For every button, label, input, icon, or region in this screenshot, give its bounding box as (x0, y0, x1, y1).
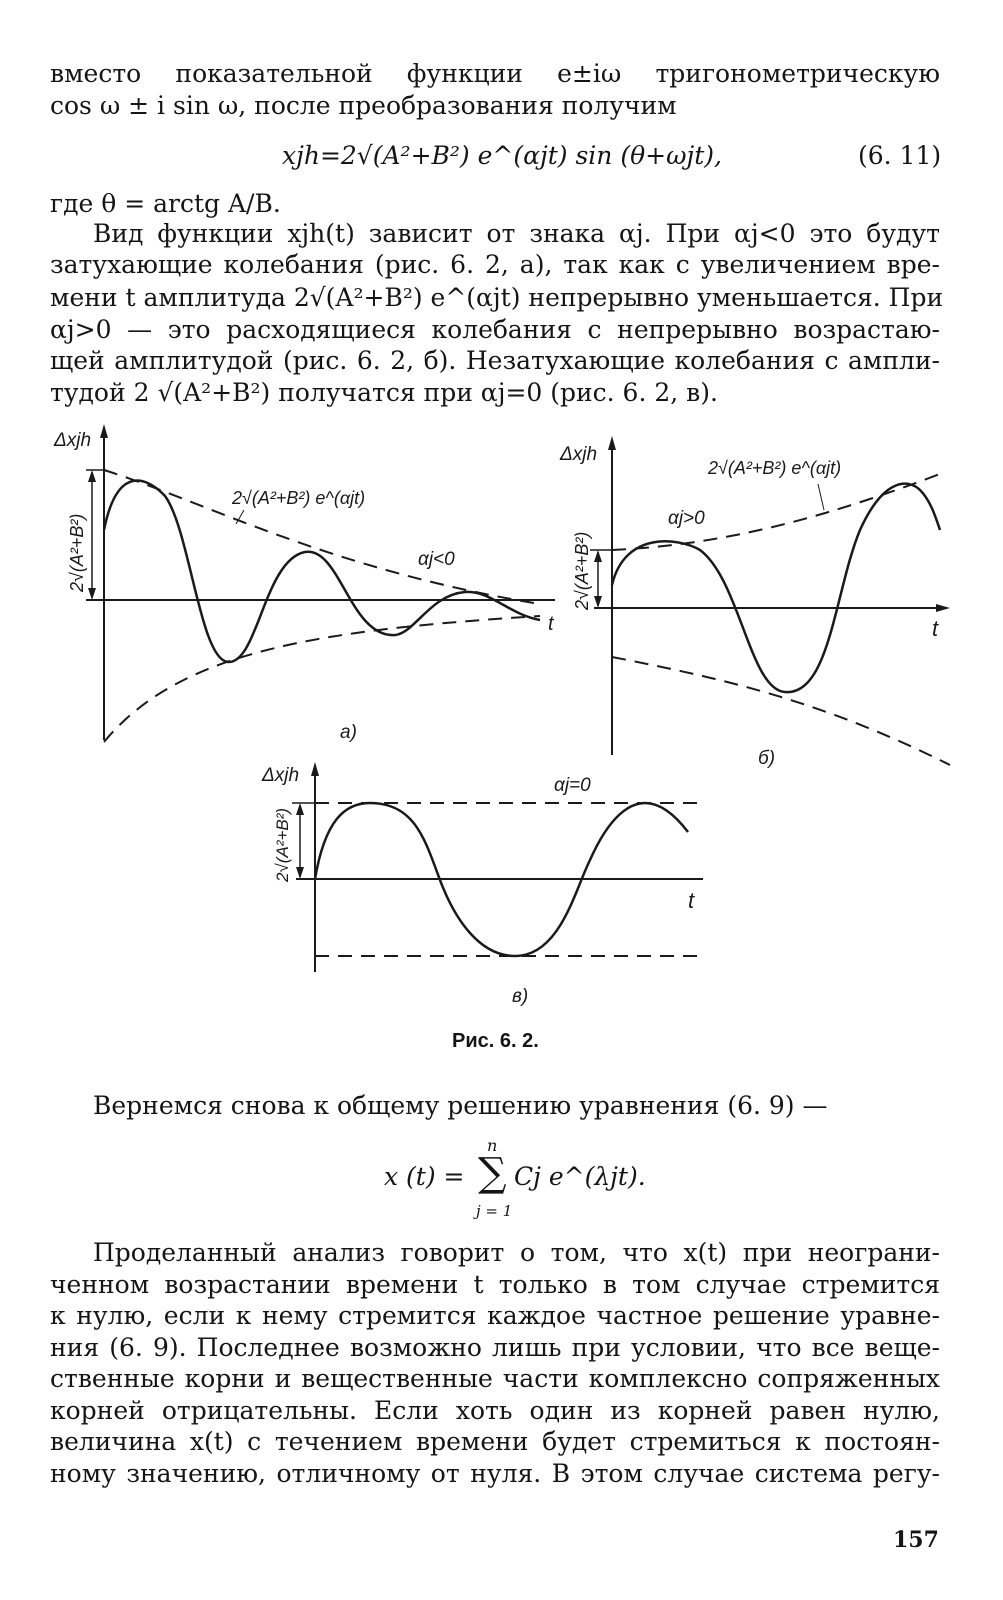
sum-body: Cj e^(λjt). (514, 1162, 646, 1191)
panel-a-condition: αj<0 (418, 549, 455, 570)
text-line-8: щей амплитудой (рис. 6. 2, б). Незатухающие колебания с ампли- (50, 346, 940, 375)
text-line-2: cos ω ± i sin ω, после преобразования получим (50, 91, 677, 120)
sum-upper-limit: n (487, 1136, 498, 1155)
text-line-6: мени t амплитуда 2√(A²+B²) e^(αjt) непрерывно уменьшается. При (50, 283, 944, 312)
panel-b-envelope-label: 2√(A²+B²) e^(αjt) (708, 458, 842, 478)
equation-sum (384, 1136, 644, 1226)
panel-b-condition: αj>0 (668, 508, 705, 529)
panel-c-amplitude-arrow-top (296, 803, 304, 815)
sum-lower-limit: j = 1 (476, 1202, 513, 1220)
sum-sigma: ∑ (478, 1150, 507, 1196)
panel-b-amplitude-label: 2√(A²+B²) (572, 531, 592, 610)
panel-c-condition: αj=0 (554, 775, 591, 796)
text-line-1: вместо показательной функции e±iω тригонометрическую (50, 59, 940, 88)
panel-a-y-arrow (100, 424, 108, 438)
panel-c-y-label: Δxjh (262, 765, 300, 786)
figure-6-2 (0, 420, 1003, 1060)
text-line-13: ния (6. 9). Последнее возможно лишь при условии, что все веще- (50, 1333, 940, 1362)
panel-b-t-label: t (932, 616, 939, 641)
equation-6-11: xjh=2√(A²+B²) e^(αjt) sin (θ+ωjt), (282, 141, 722, 170)
panel-b-lower-envelope (612, 657, 950, 765)
text-line-3: где θ = arctg A/B. (50, 189, 281, 218)
text-line-5: затухающие колебания (рис. 6. 2, а), так как с увеличением вре- (50, 250, 940, 279)
panel-b-amplitude-arrow-top (594, 550, 602, 562)
text-line-11: ченном возрастании времени t только в том случае стремится (50, 1270, 940, 1299)
panel-b-curve (612, 484, 940, 692)
equation-number-6-11: (6. 11) (858, 141, 942, 170)
panel-b-envelope-leader (818, 484, 824, 510)
panel-b-amplitude-arrow-bottom (594, 596, 602, 608)
text-line-10: Проделанный анализ говорит о том, что x(t) при неограни- (93, 1238, 940, 1267)
text-line-15: корней отрицательны. Если хоть один из корней равен нулю, (50, 1396, 940, 1425)
text-line-17: ному значению, отличному от нуля. В этом случае система регу- (50, 1459, 940, 1488)
panel-a-lower-envelope (104, 616, 540, 742)
panel-c-t-label: t (688, 888, 695, 913)
figure-caption: Рис. 6. 2. (452, 1030, 539, 1052)
panel-c-panel-label: в) (512, 986, 529, 1007)
text-line-7: αj>0 — это расходящиеся колебания с непрерывно возрастаю- (50, 315, 940, 344)
text-line-16: величина x(t) с течением времени будет стремиться к постоян- (50, 1427, 940, 1456)
panel-a-amplitude-arrow-bottom (88, 588, 96, 600)
text-line-12: к нулю, если к нему стремится каждое частное решение уравне- (50, 1301, 940, 1330)
panel-a-y-label: Δxjh (54, 430, 92, 451)
panel-a-amplitude-label: 2√(A²+B²) (67, 513, 87, 592)
panel-a-t-label: t (548, 613, 554, 635)
panel-b-t-arrow (936, 604, 950, 612)
page-number: 157 (893, 1527, 939, 1553)
panel-a-panel-label: а) (340, 722, 357, 743)
panel-a (53, 424, 555, 743)
panel-a-amplitude-arrow-top (88, 470, 96, 482)
text-line-9: тудой 2 √(A²+B²) получатся при αj=0 (рис. 6. 2, в). (50, 378, 718, 407)
text-intro-line: Вернемся снова к общему решению уравнения (6. 9) — (93, 1091, 828, 1120)
panel-c-amplitude-arrow-bottom (296, 867, 304, 879)
panel-c (261, 762, 703, 1007)
sum-lhs: x (t) = (384, 1162, 465, 1191)
panel-c-amplitude-label: 2√(A²+B²) (273, 807, 292, 882)
panel-b-y-label: Δxjh (560, 444, 598, 465)
panel-b-upper-envelope (612, 472, 945, 550)
panel-b-panel-label: б) (758, 748, 776, 769)
panel-c-y-arrow (311, 762, 319, 776)
panel-b (559, 436, 950, 769)
text-line-14: ственные корни и вещественные части комплексно сопряженных (50, 1364, 940, 1393)
panel-b-y-arrow (608, 436, 616, 450)
text-line-4: Вид функции xjh(t) зависит от знака αj. При αj<0 это будут (93, 219, 940, 248)
panel-a-envelope-label: 2√(A²+B²) e^(αjt) (232, 488, 366, 508)
